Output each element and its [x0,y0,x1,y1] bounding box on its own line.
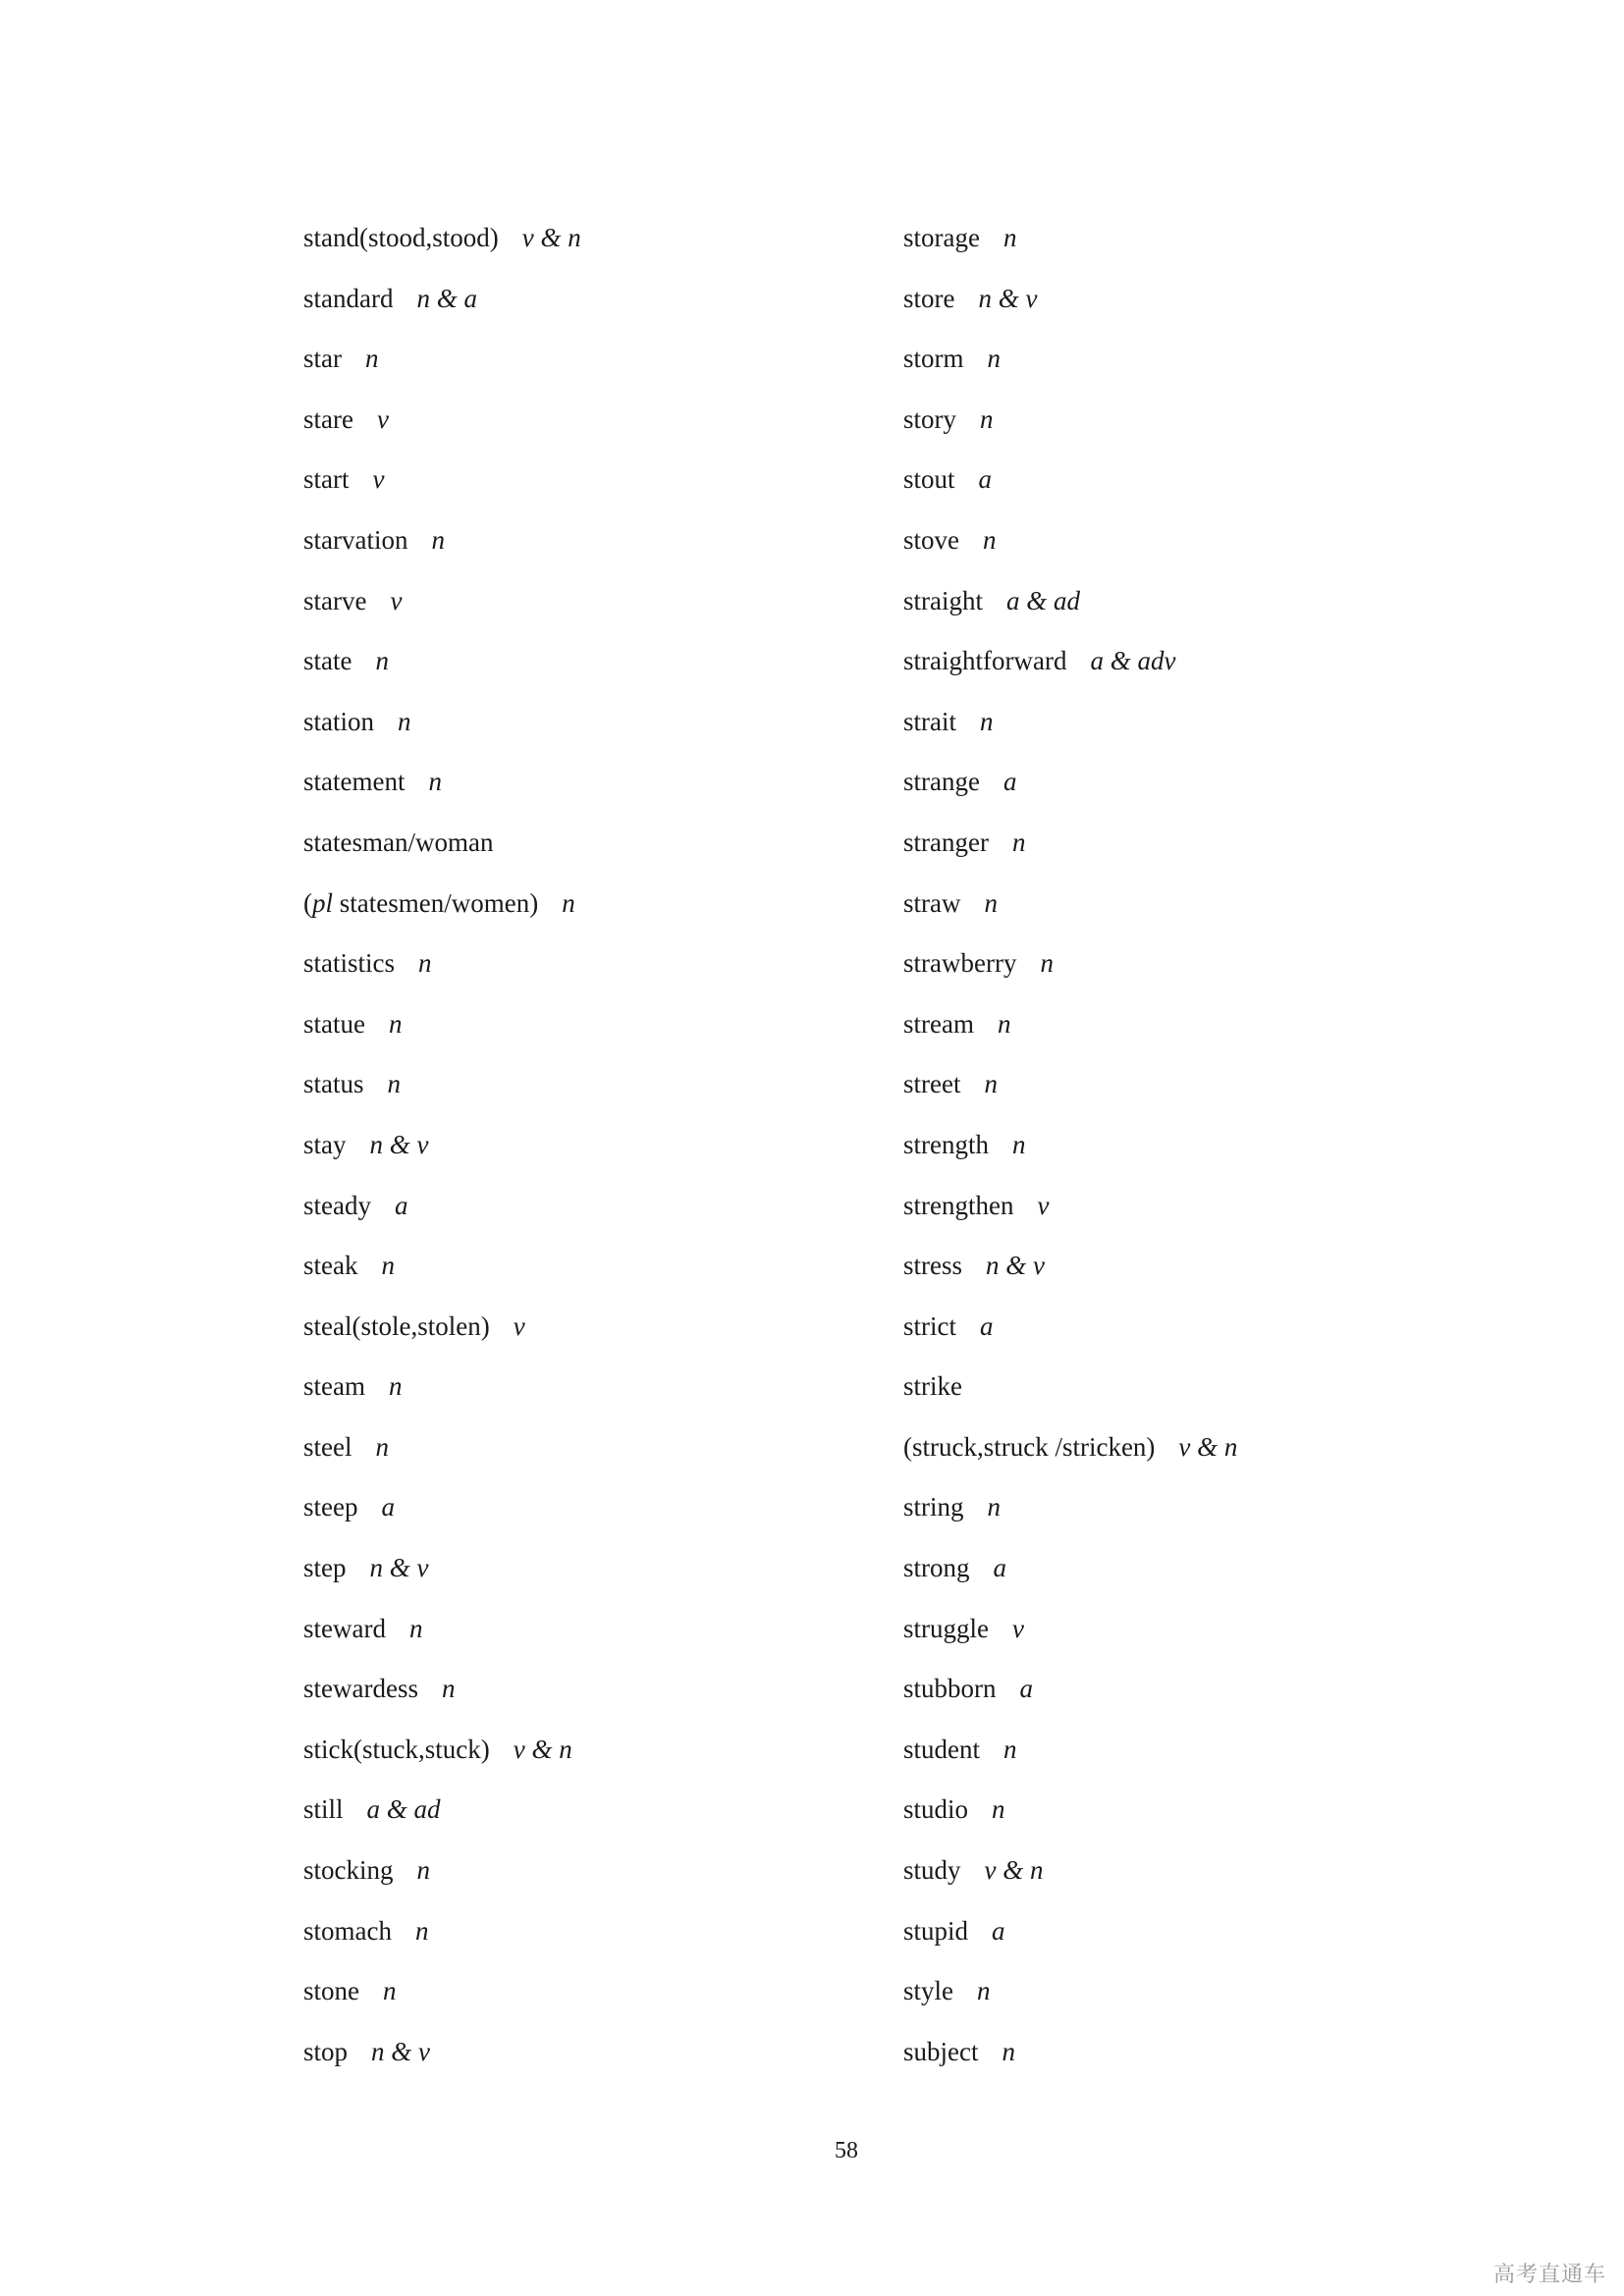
word-list-left-column [303,218,912,2092]
headword: statue [303,1008,365,1039]
headword: starvation [303,524,408,555]
vocabulary-entry [903,2032,1512,2093]
vocabulary-entry [903,1246,1512,1307]
open-paren: ( [303,887,312,918]
headword: straw [903,887,961,918]
headword: steal(stole,stolen) [303,1310,490,1341]
part-of-speech: n [418,948,432,979]
vocabulary-entry [903,1487,1512,1548]
headword: strict [903,1310,956,1341]
headword: statesmen/women) [339,887,539,918]
headword: stress [903,1251,962,1281]
headword: stove [903,524,959,555]
headword: strait [903,706,956,736]
vocabulary-entry [303,1366,912,1427]
headword: stomach [303,1915,392,1946]
vocabulary-entry [303,2032,912,2093]
headword: step [303,1553,347,1583]
headword: station [303,706,374,736]
vocabulary-entry [903,1789,1512,1850]
headword: starve [303,585,367,615]
headword: statement [303,767,406,797]
part-of-speech: v & n [1178,1431,1238,1462]
headword: strong [903,1553,970,1583]
part-of-speech: a [992,1915,1005,1946]
vocabulary-entry [303,1911,912,1972]
part-of-speech: a [980,1310,994,1341]
vocabulary-entry [903,459,1512,520]
headword: stay [303,1129,347,1159]
part-of-speech: n [562,887,575,918]
part-of-speech: n & v [369,1553,429,1583]
vocabulary-entry [903,702,1512,763]
part-of-speech: n [977,1976,991,2006]
headword: stop [303,2036,349,2066]
vocabulary-entry [303,1064,912,1125]
vocabulary-entry [303,1971,912,2032]
part-of-speech: v [372,464,385,495]
headword: state [303,646,352,676]
vocabulary-entry [303,1125,912,1186]
part-of-speech: n & v [986,1251,1045,1281]
part-of-speech: n [441,1674,456,1704]
headword: steak [303,1251,358,1281]
vocabulary-entry [903,823,1512,883]
vocabulary-entry [303,1487,912,1548]
part-of-speech: n [387,1069,402,1099]
vocabulary-entry [303,1307,912,1367]
vocabulary-entry [903,339,1512,400]
part-of-speech: n [431,524,445,555]
headword: straightforward [903,646,1067,676]
part-of-speech: a [978,464,993,495]
headword: style [903,1976,953,2006]
word-list-right-column [903,218,1512,2092]
part-of-speech: n & v [978,283,1038,313]
vocabulary-entry [303,1186,912,1247]
vocabulary-entry [903,641,1512,702]
vocabulary-entry [903,218,1512,279]
headword: study [903,1855,961,1886]
vocabulary-entry [303,279,912,340]
vocabulary-entry [303,1669,912,1730]
headword: street [903,1069,961,1099]
vocabulary-entry [303,762,912,823]
headword: steep [303,1492,358,1522]
vocabulary-entry [303,1004,912,1065]
part-of-speech: n [388,1008,403,1039]
headword: steel [303,1431,352,1462]
vocabulary-entry [903,581,1512,642]
part-of-speech: n [1011,827,1026,857]
part-of-speech: n [1012,1129,1026,1159]
vocabulary-entry [903,1366,1512,1427]
headword: statesman/woman [303,827,494,857]
part-of-speech: a & ad [366,1794,441,1825]
headword: strength [903,1129,989,1159]
headword: storm [903,344,964,374]
vocabulary-entry [303,823,912,883]
part-of-speech: n [375,646,389,676]
vocabulary-entry [303,581,912,642]
headword: stubborn [903,1674,997,1704]
vocabulary-entry [903,762,1512,823]
vocabulary-entry [903,1669,1512,1730]
vocabulary-entry [903,1186,1512,1247]
headword: (struck,struck /stricken) [903,1431,1156,1462]
headword: struggle [903,1613,989,1643]
vocabulary-entry [903,520,1512,581]
headword: stout [903,464,955,495]
headword: string [903,1492,964,1522]
headword: stocking [303,1855,394,1886]
headword: strengthen [903,1190,1014,1220]
vocabulary-entry [303,459,912,520]
part-of-speech: v [390,585,403,615]
vocabulary-entry [903,883,1512,944]
headword: stone [303,1976,359,2006]
part-of-speech: n [375,1431,389,1462]
headword: stare [303,403,353,434]
vocabulary-entry [903,1548,1512,1609]
part-of-speech: n [992,1794,1005,1825]
part-of-speech: n [381,1251,395,1281]
headword: straight [903,585,983,615]
part-of-speech: n [984,887,998,918]
part-of-speech: n [416,1855,430,1886]
headword: stewardess [303,1674,418,1704]
part-of-speech: v & n [984,1855,1044,1886]
headword: steward [303,1613,386,1643]
headword: stream [903,1008,974,1039]
headword: star [303,344,342,374]
part-of-speech: n & a [416,283,477,313]
part-of-speech: n [987,1492,1001,1522]
headword: still [303,1794,344,1825]
part-of-speech: a [381,1492,395,1522]
vocabulary-entry [903,1064,1512,1125]
vocabulary-entry [303,1548,912,1609]
part-of-speech: a & adv [1090,646,1176,676]
part-of-speech: n [364,344,379,374]
vocabulary-entry [903,1125,1512,1186]
part-of-speech: n [388,1371,403,1402]
part-of-speech: v [376,403,389,434]
vocabulary-entry [303,702,912,763]
part-of-speech: n [980,403,994,434]
page-number: 58 [835,2138,858,2163]
part-of-speech: a [394,1190,408,1220]
vocabulary-entry [303,339,912,400]
vocabulary-entry [303,883,912,944]
plural-marker: pl [312,887,334,918]
vocabulary-entry [303,1730,912,1790]
vocabulary-entry [903,1850,1512,1911]
headword: status [303,1069,364,1099]
headword: start [303,464,350,495]
vocabulary-entry [903,1307,1512,1367]
headword: stand(stood,stood) [303,223,499,252]
headword: stupid [903,1915,969,1946]
headword: stick(stuck,stuck) [303,1734,490,1764]
headword: storage [903,223,980,252]
vocabulary-entry [303,943,912,1004]
part-of-speech: v [513,1310,525,1341]
part-of-speech: v [1012,1613,1024,1643]
headword: steam [303,1371,365,1402]
vocabulary-entry [303,1789,912,1850]
vocabulary-entry [303,1850,912,1911]
headword: store [903,283,955,313]
part-of-speech: a [1002,767,1017,797]
headword: student [903,1734,980,1764]
vocabulary-entry [903,1911,1512,1972]
part-of-speech: a & ad [1006,585,1081,615]
vocabulary-entry [903,1004,1512,1065]
vocabulary-entry [303,400,912,460]
part-of-speech: n [980,706,994,736]
part-of-speech: n [997,1008,1011,1039]
vocabulary-entry [303,1609,912,1670]
headword: subject [903,2036,979,2066]
headword: strike [903,1371,962,1402]
part-of-speech: n [1001,2036,1015,2066]
part-of-speech: a [1019,1674,1033,1704]
vocabulary-entry [903,1971,1512,2032]
part-of-speech: n [414,1915,429,1946]
part-of-speech: n & v [369,1129,429,1159]
vocabulary-entry [303,1246,912,1307]
vocabulary-entry [303,641,912,702]
vocabulary-entry [903,400,1512,460]
part-of-speech: n [987,344,1001,374]
part-of-speech: n [1040,948,1054,979]
headword: statistics [303,948,395,979]
vocabulary-entry [903,1609,1512,1670]
part-of-speech: n [408,1613,423,1643]
part-of-speech: n [398,706,411,736]
headword: studio [903,1794,969,1825]
vocabulary-entry [903,1730,1512,1790]
vocabulary-entry [303,520,912,581]
part-of-speech: v [1037,1190,1050,1220]
watermark-text: 高考直通车 [1492,2263,1606,2287]
part-of-speech: n [1003,1734,1017,1764]
vocabulary-entry [303,1427,912,1488]
vocabulary-entry [903,1427,1512,1488]
part-of-speech: n [428,767,442,797]
headword: standard [303,283,394,313]
headword: story [903,403,956,434]
headword: strange [903,767,980,797]
part-of-speech: n [984,1069,998,1099]
vocabulary-entry [303,218,912,279]
part-of-speech: v & n [521,223,581,252]
headword: steady [303,1190,371,1220]
part-of-speech: a [993,1553,1006,1583]
vocabulary-entry [903,943,1512,1004]
part-of-speech: n & v [371,2036,431,2066]
headword: stranger [903,827,989,857]
part-of-speech: n [1002,223,1017,252]
part-of-speech: n [383,1976,397,2006]
part-of-speech: v & n [513,1734,572,1764]
vocabulary-entry [903,279,1512,340]
headword: strawberry [903,948,1017,979]
part-of-speech: n [983,524,997,555]
